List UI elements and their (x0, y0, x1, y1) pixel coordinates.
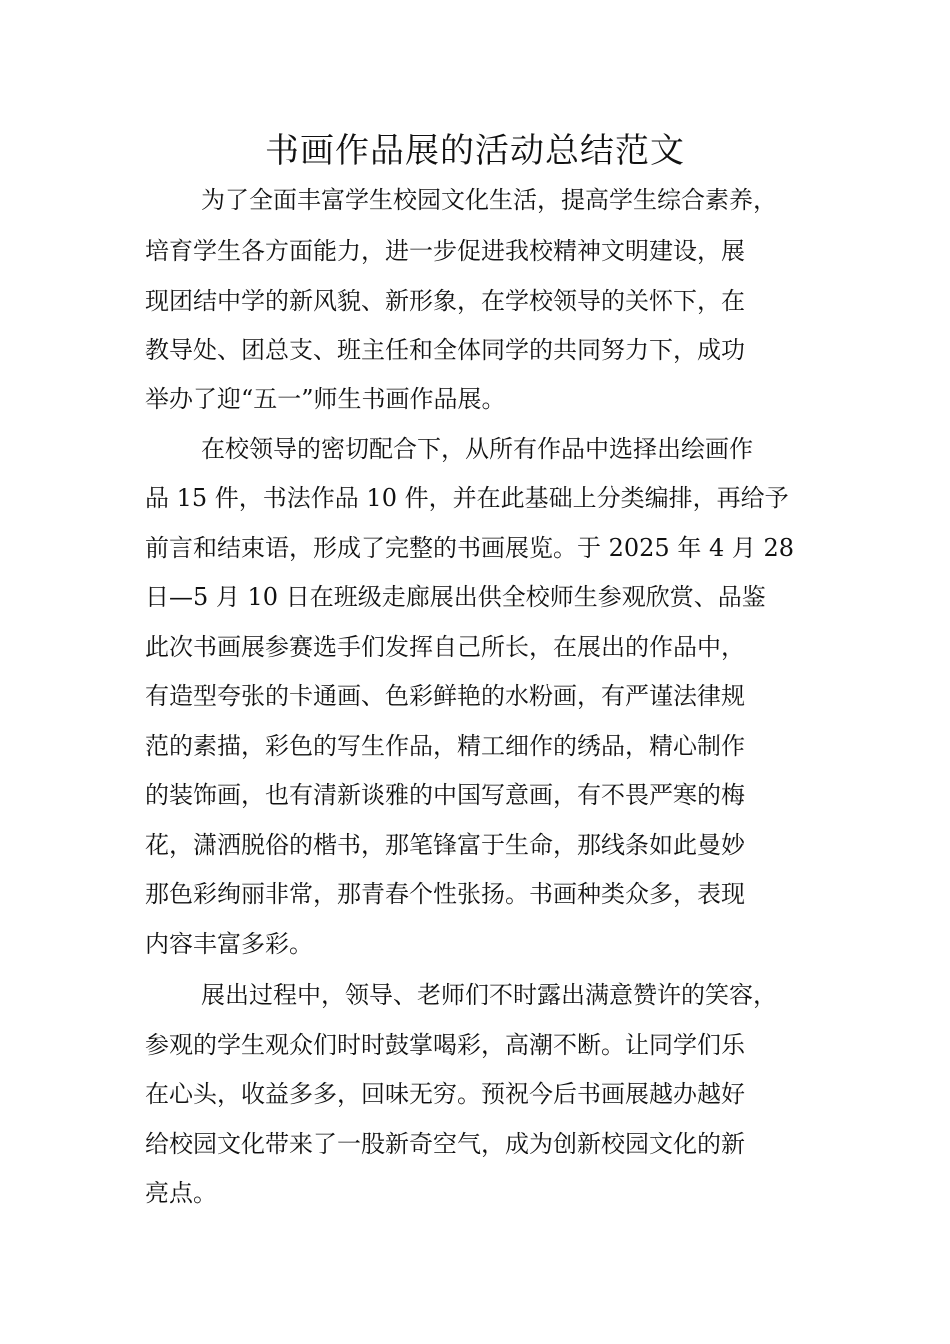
paragraph-3-line-4: 给校园文化带来了一股新奇空气，成为创新校园文化的新 (145, 1130, 745, 1158)
paragraph-1-line-4: 教导处、团总支、班主任和全体同学的共同努力下，成功 (145, 336, 745, 364)
paragraph-1-line-1: 为了全面丰富学生校园文化生活，提高学生综合素养， (201, 186, 777, 214)
paragraph-2-line-8: 的装饰画，也有清新谈雅的中国写意画，有不畏严寒的梅 (145, 781, 745, 809)
paragraph-2-line-4: 日—5 月 10 日在班级走廊展出供全校师生参观欣赏、品鉴 (145, 583, 766, 611)
paragraph-2-line-7: 范的素描，彩色的写生作品，精工细作的绣品，精心制作 (145, 732, 745, 760)
paragraph-3-line-2: 参观的学生观众们时时鼓掌喝彩，高潮不断。让同学们乐 (145, 1031, 745, 1059)
paragraph-2-line-6: 有造型夸张的卡通画、色彩鲜艳的水粉画，有严谨法律规 (145, 682, 745, 710)
paragraph-2-line-5: 此次书画展参赛选手们发挥自己所长，在展出的作品中， (145, 633, 745, 661)
paragraph-2-line-1: 在校领导的密切配合下，从所有作品中选择出绘画作 (201, 435, 753, 463)
paragraph-1-line-5: 举办了迎“五一”师生书画作品展。 (145, 385, 506, 413)
paragraph-2-line-9: 花，潇洒脱俗的楷书，那笔锋富于生命，那线条如此曼妙 (145, 831, 745, 859)
paragraph-2-line-11: 内容丰富多彩。 (145, 930, 313, 958)
paragraph-2-line-2: 品 15 件，书法作品 10 件，并在此基础上分类编排，再给予 (145, 484, 789, 512)
paragraph-3-line-5: 亮点。 (145, 1179, 217, 1207)
paragraph-1-line-2: 培育学生各方面能力，进一步促进我校精神文明建设，展 (145, 237, 745, 265)
document-title: 书画作品展的活动总结范文 (265, 131, 685, 171)
paragraph-2-line-10: 那色彩绚丽非常，那青春个性张扬。书画种类众多，表现 (145, 880, 745, 908)
paragraph-3-line-3: 在心头，收益多多，回味无穷。预祝今后书画展越办越好 (145, 1080, 745, 1108)
paragraph-1-line-3: 现团结中学的新风貌、新形象，在学校领导的关怀下，在 (145, 287, 745, 315)
paragraph-2-line-3: 前言和结束语，形成了完整的书画展览。于 2025 年 4 月 28 (145, 534, 795, 562)
paragraph-3-line-1: 展出过程中，领导、老师们不时露出满意赞许的笑容， (201, 981, 777, 1009)
